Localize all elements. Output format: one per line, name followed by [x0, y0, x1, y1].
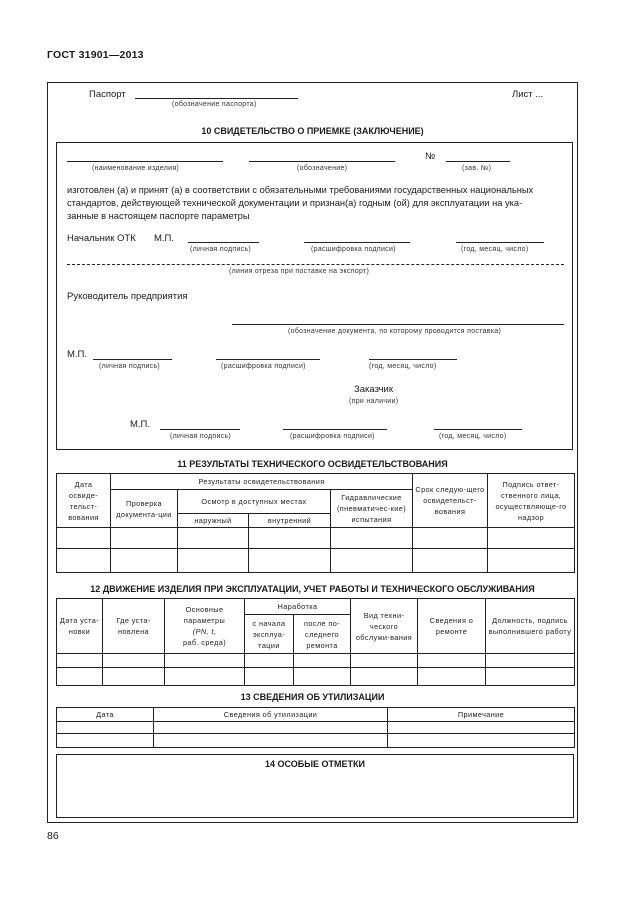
col-visual-inspection: Осмотр в доступных местах: [178, 490, 331, 514]
col-installed-where: Где уста-новлена: [103, 599, 165, 654]
manager-decode-caption: (расшифровка подписи): [221, 363, 306, 370]
params-line-1: Основные параметры: [183, 605, 226, 625]
col-inner-inspection: внутренний: [249, 514, 331, 528]
section10-title: 10 СВИДЕТЕЛЬСТВО О ПРИЕМКЕ (ЗАКЛЮЧЕНИЕ): [201, 126, 424, 136]
number-sign: №: [425, 151, 436, 162]
serial-number-caption: (зав. №): [462, 165, 492, 172]
section14-title: 14 ОСОБЫЕ ОТМЕТКИ: [264, 759, 366, 769]
col-main-parameters: [165, 599, 245, 654]
designation-caption: (обозначение): [297, 165, 348, 172]
params-line-2: (PN, t,: [192, 627, 217, 636]
certificate-text-line-1: изготовлен (а) и принят (а) в соответствии с обязательными требованиями государственных национальных: [67, 185, 534, 195]
col-supervisor-signature: Подпись ответ-ственного лица, осуществляюще-го надзор: [488, 474, 575, 528]
table-row: [57, 528, 575, 549]
col-repair-info: Сведения о ремонте: [418, 599, 486, 654]
col-inspection-results: Результаты освидетельствования: [111, 474, 413, 490]
customer-signature-caption: (личная подпись): [170, 433, 232, 440]
manager-signature-caption: (личная подпись): [99, 363, 161, 370]
certificate-text-line-3: занные в настоящем паспорте параметры: [67, 211, 250, 221]
customer-label: Заказчик: [354, 384, 394, 395]
col-disposal-date: Дата: [57, 708, 154, 722]
col-hydraulic-tests: Гидравлические (пневматичес-кие) испытания: [331, 490, 413, 528]
col-outer-inspection: наружный: [178, 514, 249, 528]
manager-date-caption: (год, месяц, число): [369, 363, 437, 370]
disposal-table: [56, 707, 575, 748]
col-documentation-check: Проверка документа-ции: [111, 490, 178, 528]
col-runtime: Наработка: [245, 599, 351, 615]
col-performer-position: Должность, подпись выполнившего работу: [486, 599, 575, 654]
otk-decode-caption: (расшифровка подписи): [311, 246, 396, 253]
section13-title: 13 СВЕДЕНИЯ ОБ УТИЛИЗАЦИИ: [240, 692, 385, 702]
customer-stamp-label: М.П.: [130, 419, 151, 430]
inspection-results-table: [56, 473, 575, 573]
otk-signature-caption: (личная подпись): [190, 246, 252, 253]
table-row: [57, 668, 575, 686]
customer-date-field[interactable]: [434, 429, 522, 430]
otk-decode-field[interactable]: [304, 242, 410, 243]
customer-caption: (при наличии): [349, 398, 399, 405]
col-since-repair: после по-следнего ремонта: [294, 615, 351, 654]
col-disposal-info: Сведения об утилизации: [154, 708, 388, 722]
params-line-3: раб. среда): [182, 638, 227, 647]
section12-title: 12 ДВИЖЕНИЕ ИЗДЕЛИЯ ПРИ ЭКСПЛУАТАЦИИ, УЧЕТ РАБОТЫ И ТЕХНИЧЕСКОГО ОБСЛУЖИВАНИЯ: [90, 584, 535, 594]
delivery-document-field[interactable]: [232, 324, 564, 325]
cut-line: [67, 264, 564, 265]
customer-date-caption: (год, месяц, число): [439, 433, 507, 440]
col-installation-date: Дата уста-новки: [57, 599, 103, 654]
operation-movement-table: [56, 598, 575, 686]
manager-date-field[interactable]: [369, 359, 457, 360]
otk-date-field[interactable]: [456, 242, 544, 243]
customer-decode-caption: (расшифровка подписи): [290, 433, 375, 440]
col-since-start: с начала эксплуа-тации: [245, 615, 294, 654]
serial-number-field[interactable]: [446, 161, 510, 162]
otk-head-label: Начальник ОТК: [67, 233, 136, 244]
standard-header: ГОСТ 31901—2013: [47, 49, 144, 61]
otk-date-caption: (год, месяц, число): [461, 246, 529, 253]
passport-field[interactable]: [135, 98, 298, 99]
delivery-document-caption: (обозначение документа, по которому проводится поставка): [288, 328, 502, 335]
otk-signature-field[interactable]: [188, 242, 259, 243]
product-name-caption: (наименование изделия): [92, 165, 180, 172]
table-row: [57, 654, 575, 668]
passport-label: Паспорт: [89, 89, 126, 100]
table-row: [57, 734, 575, 748]
section11-title: 11 РЕЗУЛЬТАТЫ ТЕХНИЧЕСКОГО ОСВИДЕТЕЛЬСТВОВАНИЯ: [177, 459, 448, 469]
designation-field[interactable]: [249, 161, 395, 162]
table-row: [57, 722, 575, 734]
col-disposal-note: Примечание: [388, 708, 575, 722]
sheet-label: Лист ...: [512, 89, 544, 100]
passport-caption: (обозначение паспорта): [172, 101, 257, 108]
manager-label: Руководитель предприятия: [67, 291, 188, 302]
col-service-type: Вид техни-ческого обслужи-вания: [351, 599, 418, 654]
product-name-field[interactable]: [67, 161, 223, 162]
certificate-text-line-2: стандартов, действующей технической документации и признан(а) годным (ой) для эксплуатации на ука-: [67, 198, 523, 208]
manager-signature-field[interactable]: [93, 359, 172, 360]
table-row: [57, 549, 575, 573]
cut-line-caption: (линия отреза при поставке на экспорт): [229, 268, 370, 275]
otk-stamp-label: М.П.: [154, 233, 175, 244]
col-next-inspection: Срок следую-щего освидетельст-вования: [413, 474, 488, 528]
col-inspection-date: Дата освиде-тельст-вования: [57, 474, 111, 528]
manager-stamp-label: М.П.: [67, 349, 88, 360]
customer-signature-field[interactable]: [160, 429, 240, 430]
customer-decode-field[interactable]: [283, 429, 387, 430]
manager-decode-field[interactable]: [216, 359, 320, 360]
page-number: 86: [47, 830, 59, 842]
